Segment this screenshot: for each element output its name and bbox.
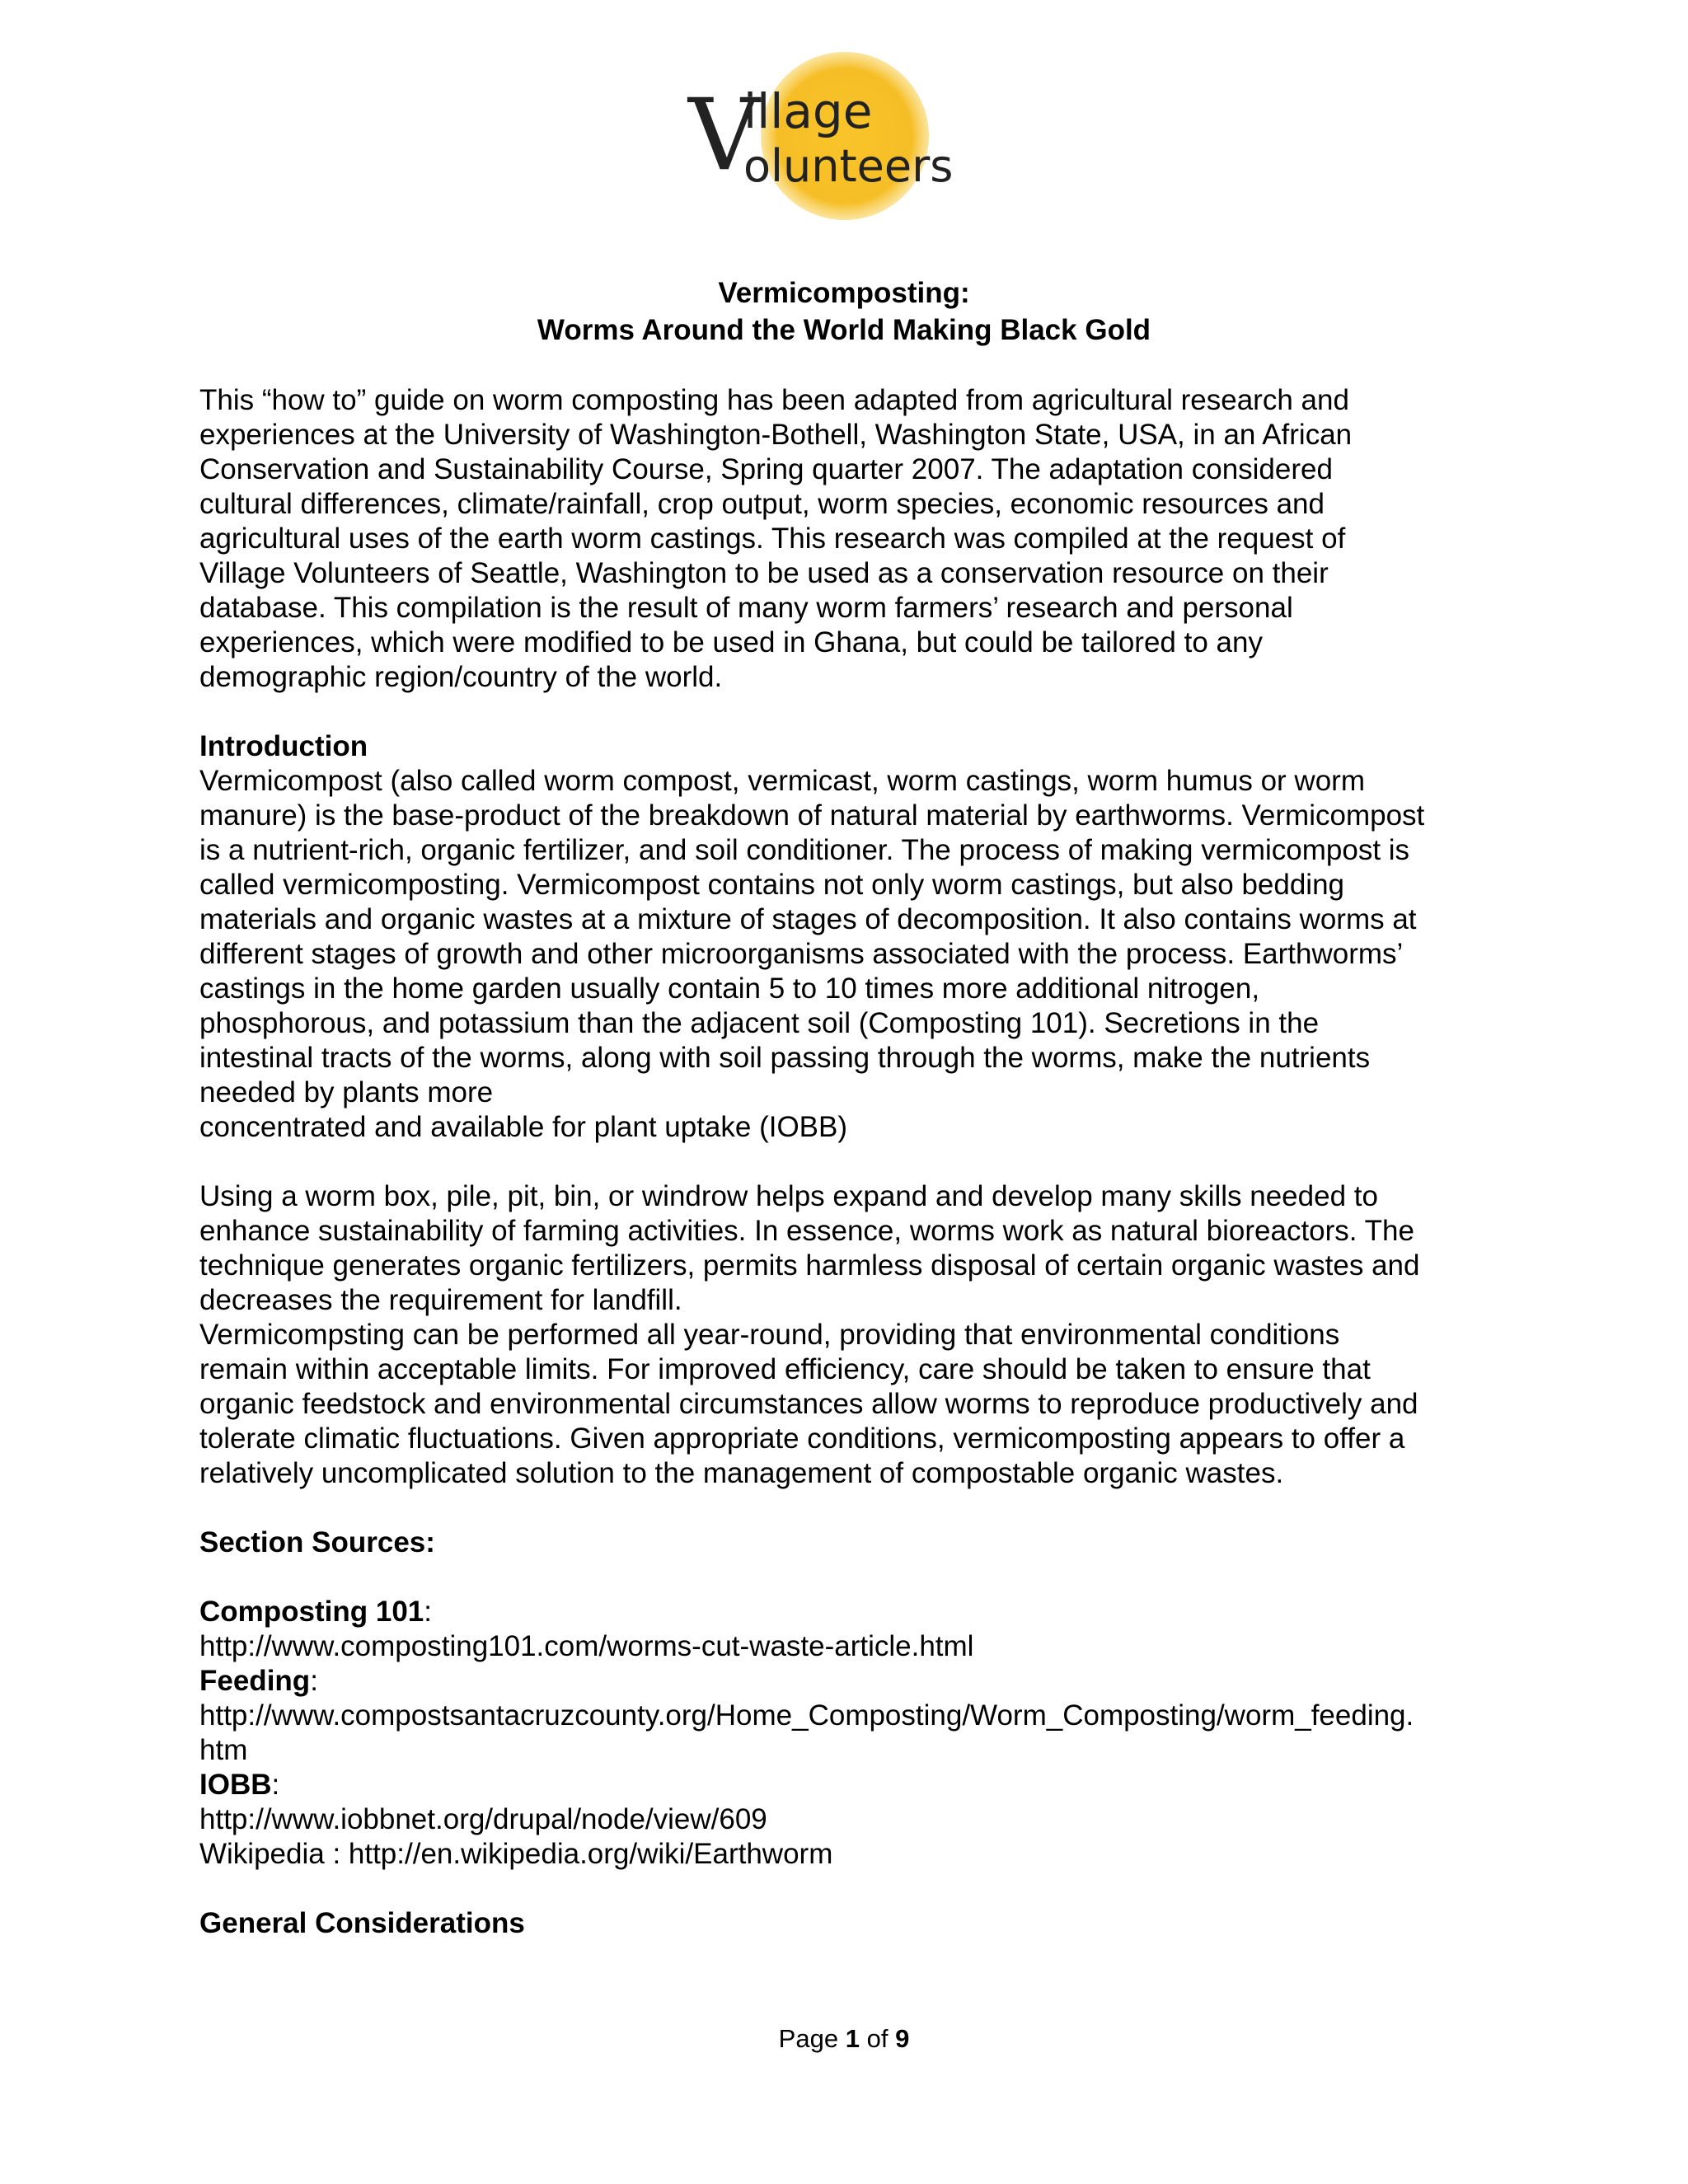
introduction-section: [199, 729, 1493, 1145]
text-line: remain within acceptable limits. For improved efficiency, care should be taken to ensure that: [199, 1353, 1371, 1385]
text-line: Vermicompost (also called worm compost, vermicast, worm castings, worm humus or worm: [199, 765, 1365, 797]
general-considerations-heading: General Considerations: [199, 1907, 525, 1939]
wikipedia-source-link[interactable]: Wikipedia : http://en.wikipedia.org/wiki/Earthworm: [199, 1838, 833, 1870]
text-line: Conservation and Sustainability Course, Spring quarter 2007. The adaptation considered: [199, 453, 1333, 485]
page-word: Page: [778, 2024, 839, 2053]
village-volunteers-logo: [684, 45, 1030, 227]
label-colon: :: [271, 1769, 280, 1801]
page-footer: [0, 2022, 1688, 2055]
text-line: needed by plants more: [199, 1076, 494, 1108]
text-line: Using a worm box, pile, pit, bin, or windrow helps expand and develop many skills needed to: [199, 1180, 1378, 1212]
text-line: enhance sustainability of farming activities. In essence, worms work as natural bioreactors. The: [199, 1215, 1414, 1247]
text-line: called vermicomposting. Vermicompost contains not only worm castings, but also bedding: [199, 869, 1345, 901]
spacer: [199, 695, 1493, 729]
intro-paragraph: [199, 383, 1493, 695]
iobb-label-line: [199, 1768, 1493, 1802]
label-colon: :: [424, 1596, 432, 1628]
text-line: is a nutrient-rich, organic fertilizer, and soil conditioner. The process of making vermicompost is: [199, 834, 1410, 866]
text-line: cultural differences, climate/rainfall, crop output, worm species, economic resources and: [199, 488, 1325, 520]
text-line: tolerate climatic fluctuations. Given appropriate conditions, vermicomposting appears to offer a: [199, 1422, 1405, 1455]
composting-url-link[interactable]: http://www.composting101.com/worms-cut-waste-article.html: [199, 1630, 974, 1662]
text-line: castings in the home garden usually contain 5 to 10 times more additional nitrogen,: [199, 972, 1260, 1005]
text-line: concentrated and available for plant uptake (IOBB): [199, 1111, 848, 1143]
text-line: experiences at the University of Washington-Bothell, Washington State, USA, in an African: [199, 419, 1353, 451]
text-line: different stages of growth and other microorganisms associated with the process. Earthworms’: [199, 938, 1404, 970]
total-page-count: 9: [895, 2024, 910, 2053]
text-line: manure) is the base-product of the breakdown of natural material by earthworms. Vermicompost: [199, 799, 1425, 832]
feeding-url-link-continued[interactable]: htm: [199, 1734, 248, 1766]
logo-graphic: [684, 45, 1030, 227]
feeding-url-link[interactable]: http://www.compostsantacruzcounty.org/Home_Composting/Worm_Composting/worm_feeding.: [199, 1699, 1414, 1732]
text-line: phosphorous, and potassium than the adjacent soil (Composting 101). Secretions in the: [199, 1007, 1320, 1039]
logo-word-illage: illage: [743, 83, 873, 139]
text-line: Village Volunteers of Seattle, Washington to be used as a conservation resource on their: [199, 557, 1329, 589]
text-line: experiences, which were modified to be used in Ghana, but could be tailored to any: [199, 626, 1263, 658]
text-line: This “how to” guide on worm composting has been adapted from agricultural research and: [199, 384, 1349, 416]
text-line: relatively uncomplicated solution to the management of compostable organic wastes.: [199, 1457, 1284, 1489]
spacer: [199, 1145, 1493, 1179]
logo-word-olunteers: olunteers: [743, 140, 954, 192]
composting-label: Composting 101: [199, 1596, 424, 1628]
feeding-label: Feeding: [199, 1665, 311, 1697]
current-page-number: 1: [845, 2024, 860, 2053]
text-line: intestinal tracts of the worms, along with soil passing through the worms, make the nutrients: [199, 1042, 1371, 1074]
document-body: [199, 383, 1493, 1941]
feeding-label-line: [199, 1664, 1493, 1699]
spacer: [199, 1560, 1493, 1595]
text-line: technique generates organic fertilizers, permits harmless disposal of certain organic wastes and: [199, 1249, 1420, 1282]
text-line: organic feedstock and environmental circumstances allow worms to reproduce productively and: [199, 1388, 1418, 1420]
spacer: [199, 1872, 1493, 1906]
text-line: Vermicompsting can be performed all year-round, providing that environmental conditions: [199, 1319, 1340, 1351]
iobb-url-link[interactable]: http://www.iobbnet.org/drupal/node/view/609: [199, 1803, 767, 1835]
sources-section: [199, 1526, 1493, 1872]
text-line: materials and organic wastes at a mixture of stages of decomposition. It also contains worms at: [199, 903, 1417, 935]
spacer: [199, 1491, 1493, 1526]
text-line: decreases the requirement for landfill.: [199, 1284, 682, 1316]
introduction-heading: Introduction: [199, 730, 368, 762]
document-title-line-1: Vermicomposting:: [718, 277, 970, 309]
text-line: agricultural uses of the earth worm castings. This research was compiled at the request of: [199, 523, 1346, 555]
iobb-label: IOBB: [199, 1769, 272, 1801]
composting-label-line: [199, 1595, 1493, 1629]
label-colon: :: [310, 1665, 318, 1697]
usage-paragraph: [199, 1179, 1493, 1491]
sources-heading: Section Sources:: [199, 1526, 435, 1558]
text-line: demographic region/country of the world.: [199, 661, 723, 693]
document-title-line-2: Worms Around the World Making Black Gold: [537, 314, 1151, 346]
of-word: of: [866, 2024, 889, 2053]
text-line: database. This compilation is the result of many worm farmers’ research and personal: [199, 592, 1293, 624]
logo-initial-v: V: [688, 78, 760, 193]
